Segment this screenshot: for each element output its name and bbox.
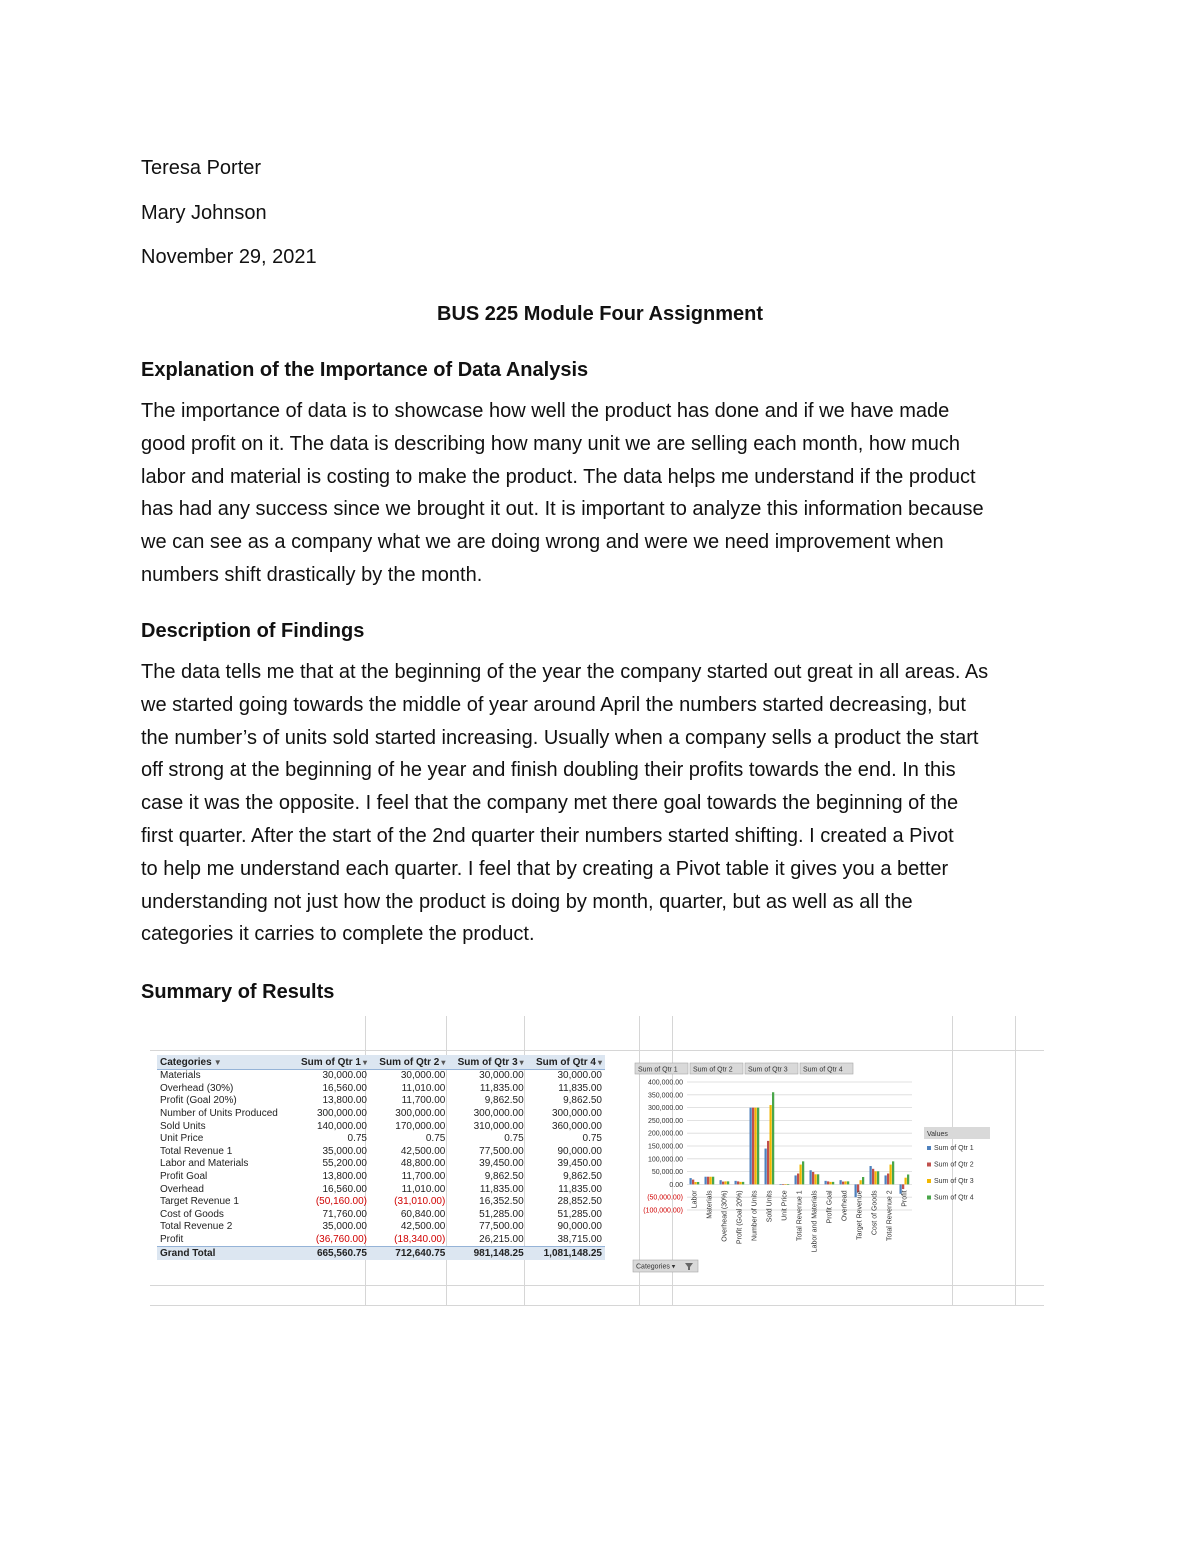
y-tick-label: 400,000.00: [647, 1079, 683, 1087]
y-tick-label: 200,000.00: [647, 1130, 683, 1138]
pivot-cell: 71,760.00: [322, 1208, 367, 1220]
bar-1: [750, 1108, 752, 1185]
x-tick-label: Sold Units: [766, 1190, 774, 1223]
pivot-header-qtr3[interactable]: Sum of Qtr 3 ▾: [448, 1055, 526, 1070]
paragraph-line: first quarter. After the start of the 2nd quarter their numbers started shifting. I created a Pivot: [141, 824, 954, 847]
legend-entry: Sum of Qtr 3: [934, 1178, 974, 1185]
table-row: [157, 1120, 605, 1133]
bar-4: [862, 1177, 864, 1184]
y-tick-label: 50,000.00: [651, 1169, 683, 1177]
chevron-down-icon[interactable]: ▾: [597, 1057, 602, 1067]
bar-4: [892, 1161, 894, 1184]
pivot-cell: 300,000.00: [551, 1108, 602, 1120]
x-tick-label: Unit Price: [781, 1190, 789, 1221]
bar-2: [692, 1180, 694, 1185]
bar-4: [877, 1171, 879, 1184]
x-tick-label: Number of Units: [751, 1190, 759, 1241]
bar-1: [795, 1175, 797, 1184]
bar-3: [695, 1182, 697, 1184]
pivot-row-label: Number of Units Produced: [160, 1108, 278, 1120]
bar-2: [707, 1177, 709, 1185]
pivot-cell: 9,862.50: [484, 1095, 524, 1107]
document-title: BUS 225 Module Four Assignment: [437, 303, 763, 325]
bar-1: [870, 1166, 872, 1184]
pivot-cell: 30,000.00: [557, 1070, 602, 1082]
pivot-cell: 28,852.50: [557, 1196, 602, 1208]
pivot-cell: 981,148.25: [448, 1247, 526, 1260]
bar-3: [845, 1181, 847, 1184]
x-tick-label: Materials: [706, 1190, 714, 1219]
pivot-cell: 35,000.00: [322, 1145, 367, 1157]
x-tick-label: Profit: [901, 1190, 909, 1207]
pivot-cell: (18,340.00): [394, 1234, 446, 1246]
paragraph-line: off strong at the beginning of he year and finish doubling their profits towards the end. In this: [141, 759, 956, 782]
pivot-cell: 300,000.00: [316, 1108, 367, 1120]
pivot-header-qtr4[interactable]: Sum of Qtr 4 ▾: [527, 1055, 605, 1070]
filter-dropdown-icon[interactable]: ▼: [213, 1057, 222, 1067]
paragraph-line: the number’s of units sold started increasing. Usually when a company sells a product the start: [141, 726, 979, 749]
pivot-cell: 11,700.00: [401, 1095, 446, 1107]
x-tick-label: Cost of Goods: [871, 1190, 879, 1236]
bar-2: [752, 1108, 754, 1185]
table-row: [157, 1196, 605, 1209]
pivot-cell: 77,500.00: [479, 1145, 524, 1157]
y-tick-label: (50,000.00): [647, 1194, 683, 1202]
bar-1: [840, 1180, 842, 1184]
bar-2: [812, 1172, 814, 1184]
pivot-cell: 11,010.00: [401, 1183, 446, 1195]
chevron-down-icon[interactable]: ▾: [362, 1057, 367, 1067]
pivot-cell: 42,500.00: [400, 1221, 446, 1233]
y-tick-label: (100,000.00): [643, 1207, 683, 1215]
y-tick-label: 300,000.00: [647, 1105, 683, 1113]
bar-4: [832, 1182, 834, 1185]
x-tick-label: Target Revenue: [856, 1190, 864, 1240]
pivot-cell: 48,800.00: [400, 1158, 446, 1170]
findings-heading: Description of Findings: [141, 620, 365, 642]
pivot-cell: 11,010.00: [401, 1082, 446, 1094]
pivot-row-label: Profit Goal: [160, 1171, 208, 1183]
paragraph-line: to help me understand each quarter. I feel that by creating a Pivot table it gives you a better: [141, 857, 949, 880]
legend-swatch: [927, 1146, 931, 1150]
bar-2: [767, 1141, 769, 1185]
bar-3: [800, 1165, 802, 1185]
pivot-grand-total-row: [157, 1247, 605, 1260]
bar-3: [830, 1182, 832, 1185]
pivot-cell: 310,000.00: [473, 1120, 524, 1132]
x-tick-label: Profit Goal: [826, 1190, 834, 1224]
y-tick-label: 250,000.00: [647, 1117, 683, 1125]
pivot-row-label: Profit (Goal 20%): [160, 1095, 237, 1107]
pivot-cell: 300,000.00: [395, 1108, 446, 1120]
table-row: [157, 1108, 605, 1121]
pivot-row-label: Cost of Goods: [160, 1208, 224, 1220]
paragraph-line: The importance of data is to showcase how well the product has done and if we have made: [141, 400, 950, 422]
pivot-row-label: Unit Price: [160, 1133, 204, 1145]
pivot-row-label: Grand Total: [157, 1247, 292, 1260]
author-name: Teresa Porter: [141, 157, 262, 179]
pivot-cell: (31,010.00): [394, 1196, 446, 1208]
pivot-cell: 0.75: [504, 1133, 524, 1145]
pivot-row-label: Overhead: [160, 1183, 204, 1195]
pivot-header-row: [157, 1055, 605, 1070]
pivot-cell: (36,760.00): [315, 1234, 367, 1246]
pivot-cell: 13,800.00: [322, 1171, 367, 1183]
pivot-cell: 39,450.00: [479, 1158, 524, 1170]
pivot-cell: 30,000.00: [322, 1070, 367, 1082]
pivot-cell: 0.75: [582, 1133, 602, 1145]
bar-1: [780, 1184, 782, 1185]
table-row: [157, 1095, 605, 1108]
paragraph-line: we can see as a company what we are doing wrong and were we need improvement when: [141, 531, 944, 554]
y-tick-label: 100,000.00: [647, 1156, 683, 1164]
pivot-cell: 9,862.50: [563, 1095, 602, 1107]
pivot-cell: 11,700.00: [401, 1171, 446, 1183]
legend-entry: Sum of Qtr 2: [934, 1161, 974, 1169]
x-tick-label: Labor: [691, 1190, 699, 1209]
pivot-cell: 90,000.00: [557, 1145, 602, 1157]
pivot-cell: 16,352.50: [479, 1196, 524, 1208]
bar-2: [902, 1184, 904, 1189]
pivot-cell: 51,285.00: [557, 1208, 602, 1220]
pivot-header-qtr2[interactable]: Sum of Qtr 2 ▾: [370, 1055, 448, 1070]
pivot-cell: 9,862.50: [563, 1171, 602, 1183]
bar-1: [765, 1149, 767, 1185]
paragraph-line: has had any success since we brought it out. It is important to analyze this information because: [141, 498, 984, 521]
y-tick-label: 0.00: [669, 1181, 683, 1189]
pivot-row-label: Target Revenue 1: [160, 1196, 239, 1208]
categories-filter-label: Categories ▾: [636, 1263, 676, 1271]
bar-2: [827, 1181, 829, 1184]
table-row: [157, 1234, 605, 1247]
bar-2: [872, 1169, 874, 1185]
bar-3: [890, 1165, 892, 1185]
pivot-cell: 170,000.00: [395, 1120, 446, 1132]
pivot-row-label: Sold Units: [160, 1120, 206, 1132]
pivot-cell: 360,000.00: [551, 1120, 602, 1132]
bar-1: [885, 1175, 887, 1184]
x-tick-label: Overhead (30%): [721, 1190, 729, 1242]
pivot-header-qtr1[interactable]: Sum of Qtr 1 ▾: [292, 1055, 370, 1070]
bar-4: [847, 1181, 849, 1184]
x-tick-label: Labor and Materials: [811, 1190, 819, 1253]
y-tick-label: 350,000.00: [647, 1092, 683, 1100]
pivot-cell: 51,285.00: [479, 1208, 524, 1220]
x-tick-label: Total Revenue 1: [796, 1190, 804, 1241]
chevron-down-icon[interactable]: ▾: [441, 1057, 446, 1067]
pivot-cell: 11,835.00: [479, 1082, 524, 1094]
pivot-table: [157, 1055, 605, 1260]
paragraph-line: categories it carries to complete the product.: [141, 923, 535, 946]
bar-4: [727, 1181, 729, 1184]
pivot-row-label: Labor and Materials: [160, 1158, 249, 1170]
bar-1: [720, 1180, 722, 1184]
pivot-cell: 35,000.00: [322, 1221, 367, 1233]
findings-paragraph: [141, 656, 1071, 951]
importance-paragraph: [141, 395, 1071, 592]
pivot-cell: 42,500.00: [400, 1145, 446, 1157]
legend-swatch: [927, 1196, 931, 1200]
bar-2: [722, 1182, 724, 1185]
field-button-label: Sum of Qtr 1: [638, 1066, 678, 1074]
bar-3: [815, 1174, 817, 1184]
pivot-cell: 30,000.00: [479, 1070, 524, 1082]
paragraph-line: good profit on it. The data is describing how many unit we are selling each month, how much: [141, 432, 960, 455]
bar-1: [690, 1178, 692, 1184]
bar-1: [735, 1181, 737, 1185]
table-row: [157, 1083, 605, 1096]
pivot-cell: 60,840.00: [400, 1208, 446, 1220]
bar-3: [710, 1177, 712, 1185]
table-row: [157, 1146, 605, 1159]
paragraph-line: case it was the opposite. I feel that the company met there goal towards the beginning of the: [141, 792, 959, 815]
pivot-cell: 13,800.00: [322, 1095, 367, 1107]
pivot-chart: [627, 1055, 997, 1275]
legend-swatch: [927, 1179, 931, 1183]
bar-3: [905, 1178, 907, 1185]
date: November 29, 2021: [141, 246, 317, 268]
pivot-cell: 300,000.00: [473, 1108, 524, 1120]
pivot-cell: 77,500.00: [479, 1221, 524, 1233]
pivot-cell: (50,160.00): [315, 1196, 367, 1208]
table-row: [157, 1070, 605, 1083]
pivot-cell: 90,000.00: [557, 1221, 602, 1233]
bar-3: [875, 1171, 877, 1184]
paragraph-line: understanding not just how the product is doing by month, quarter, but as well as all the: [141, 890, 913, 913]
pivot-cell: 11,835.00: [479, 1183, 524, 1195]
pivot-cell: 16,560.00: [322, 1183, 367, 1195]
x-tick-label: Total Revenue 2: [886, 1190, 894, 1241]
field-button-label: Sum of Qtr 4: [803, 1066, 843, 1074]
bar-4: [802, 1161, 804, 1184]
pivot-cell: 30,000.00: [400, 1070, 446, 1082]
pivot-cell: 55,200.00: [322, 1158, 367, 1170]
legend-swatch: [927, 1163, 931, 1167]
field-button-label: Sum of Qtr 3: [748, 1066, 788, 1074]
bar-4: [817, 1174, 819, 1184]
pivot-cell: 38,715.00: [557, 1234, 602, 1246]
bar-4: [787, 1184, 789, 1185]
table-row: [157, 1183, 605, 1196]
pivot-header-categories[interactable]: Categories ▼: [157, 1055, 292, 1070]
y-tick-label: 150,000.00: [647, 1143, 683, 1151]
pivot-row-label: Profit: [160, 1234, 184, 1246]
paragraph-line: we started going towards the middle of year around April the numbers started decreasing, but: [141, 693, 966, 716]
bar-2: [782, 1184, 784, 1185]
pivot-cell: 712,640.75: [370, 1247, 448, 1260]
bar-2: [797, 1174, 799, 1185]
legend-title: Values: [927, 1131, 948, 1138]
bar-4: [712, 1177, 714, 1185]
x-tick-label: Overhead: [841, 1190, 849, 1222]
instructor-name: Mary Johnson: [141, 202, 267, 224]
bar-3: [725, 1181, 727, 1184]
bar-3: [740, 1182, 742, 1185]
table-row: [157, 1133, 605, 1146]
pivot-row-label: Total Revenue 2: [160, 1221, 233, 1233]
pivot-cell: 0.75: [347, 1133, 367, 1145]
field-button-label: Sum of Qtr 2: [693, 1066, 733, 1074]
legend-entry: Sum of Qtr 1: [934, 1145, 974, 1152]
pivot-cell: 1,081,148.25: [527, 1247, 605, 1260]
pivot-cell: 11,835.00: [558, 1183, 602, 1195]
pivot-cell: 0.75: [425, 1133, 446, 1145]
chevron-down-icon[interactable]: ▾: [519, 1057, 524, 1067]
paragraph-line: labor and material is costing to make the product. The data helps me understand if the product: [141, 465, 976, 488]
bar-3: [770, 1105, 772, 1184]
bar-4: [742, 1182, 744, 1185]
paragraph-line: The data tells me that at the beginning of the year the company started out great in all areas. As: [141, 661, 989, 683]
pivot-cell: 140,000.00: [316, 1120, 367, 1132]
importance-heading: Explanation of the Importance of Data Analysis: [141, 359, 589, 381]
table-row: [157, 1221, 605, 1234]
pivot-cell: 11,835.00: [558, 1082, 602, 1094]
paragraph-line: numbers shift drastically by the month.: [141, 563, 483, 586]
bar-3: [755, 1108, 757, 1185]
bar-2: [737, 1181, 739, 1184]
pivot-row-label: Materials: [160, 1070, 201, 1082]
pivot-cell: 39,450.00: [557, 1158, 602, 1170]
bar-2: [887, 1174, 889, 1185]
pivot-row-label: Overhead (30%): [160, 1082, 234, 1094]
x-tick-label: Profit (Goal 20%): [736, 1190, 744, 1245]
bar-2: [842, 1182, 844, 1185]
bar-3: [785, 1184, 787, 1185]
table-row: [157, 1171, 605, 1184]
bar-4: [697, 1182, 699, 1184]
bar-1: [825, 1181, 827, 1185]
pivot-cell: 16,560.00: [322, 1082, 367, 1094]
table-row: [157, 1158, 605, 1171]
bar-1: [705, 1177, 707, 1185]
bar-4: [907, 1174, 909, 1184]
legend-entry: Sum of Qtr 4: [934, 1194, 974, 1202]
pivot-row-label: Total Revenue 1: [160, 1145, 233, 1157]
pivot-cell: 26,215.00: [479, 1234, 524, 1246]
summary-heading: Summary of Results: [141, 981, 335, 1003]
bar-4: [772, 1092, 774, 1184]
table-row: [157, 1209, 605, 1222]
bar-4: [757, 1108, 759, 1185]
pivot-cell: 9,862.50: [484, 1171, 524, 1183]
pivot-cell: 665,560.75: [292, 1247, 370, 1260]
bar-1: [810, 1170, 812, 1184]
bar-3: [860, 1180, 862, 1184]
